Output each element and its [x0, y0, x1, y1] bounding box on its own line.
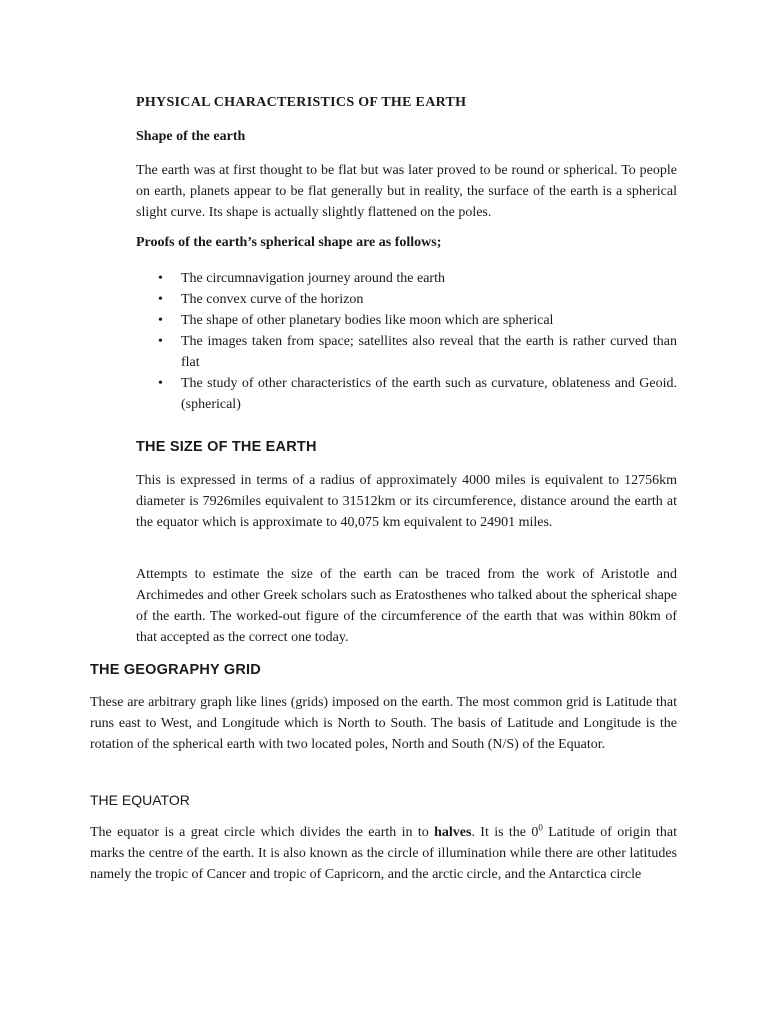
section-title-size-of-earth: THE SIZE OF THE EARTH	[136, 439, 317, 455]
subheading-proofs: Proofs of the earth’s spherical shape are as follows;	[136, 235, 442, 250]
equator-text-bold: halves	[434, 825, 472, 840]
paragraph-size-2: Attempts to estimate the size of the earth can be traced from the work of Aristotle and Archimedes and other Greek scholars such as Eratosthenes who talked about the spherical shape of the earth. The worked-out figure of the circumference of the earth that was within 80km of that accepted as the correct one today.	[136, 567, 677, 645]
list-item-text: The circumnavigation journey around the earth	[181, 271, 445, 286]
list-item-text: The study of other characteristics of the earth such as curvature, oblateness and Geoid. (spherical)	[181, 376, 677, 412]
equator-text-part2: . It is the 0	[471, 825, 539, 840]
paragraph-shape: The earth was at first thought to be flat but was later proved to be round or spherical. To people on earth, planets appear to be flat generally but in reality, the surface of the earth is a spherical slight curve. Its shape is actually slightly flattened on the poles.	[136, 163, 677, 220]
equator-text-part3: Latitude of origin that marks the centre of the earth. It is also known as the circle of illumination while there are other latitudes namely the tropic of Cancer and tropic of Capricorn, and the arctic circle, and the Antarctica circle	[90, 825, 677, 882]
subheading-shape-of-earth: Shape of the earth	[136, 129, 246, 144]
list-item-text: The images taken from space; satellites also reveal that the earth is rather curved than flat	[181, 334, 677, 370]
list-item	[136, 289, 677, 310]
list-item	[136, 268, 677, 289]
bullet-icon: •	[158, 334, 163, 349]
bullet-icon: •	[158, 292, 163, 307]
paragraph-equator	[90, 822, 677, 885]
list-item	[136, 373, 677, 415]
section-title-physical-characteristics: PHYSICAL CHARACTERISTICS OF THE EARTH	[136, 95, 467, 110]
equator-text-part1: The equator is a great circle which divides the earth in to	[90, 825, 435, 840]
paragraph-geography-grid: These are arbitrary graph like lines (grids) imposed on the earth. The most common grid is Latitude that runs east to West, and Longitude which is North to South. The basis of Latitude and Longitude is the rotation of the spherical earth with two located poles, North and South (N/S) of the Equator.	[90, 695, 677, 752]
bullet-icon: •	[158, 271, 163, 286]
list-item	[136, 331, 677, 373]
list-item-text: The convex curve of the horizon	[181, 292, 364, 307]
list-item-text: The shape of other planetary bodies like moon which are spherical	[181, 313, 554, 328]
section-title-geography-grid: THE GEOGRAPHY GRID	[90, 662, 261, 678]
paragraph-size-1: This is expressed in terms of a radius of approximately 4000 miles is equivalent to 12756km diameter is 7926miles equivalent to 31512km or its circumference, distance around the earth at the equator which is approximate to 40,075 km equivalent to 24901 miles.	[136, 473, 677, 530]
equator-superscript: 0	[538, 822, 543, 833]
bullet-icon: •	[158, 376, 163, 391]
section-title-equator: THE EQUATOR	[90, 792, 190, 808]
list-item	[136, 310, 677, 331]
bullet-icon: •	[158, 313, 163, 328]
proofs-list	[136, 268, 677, 415]
